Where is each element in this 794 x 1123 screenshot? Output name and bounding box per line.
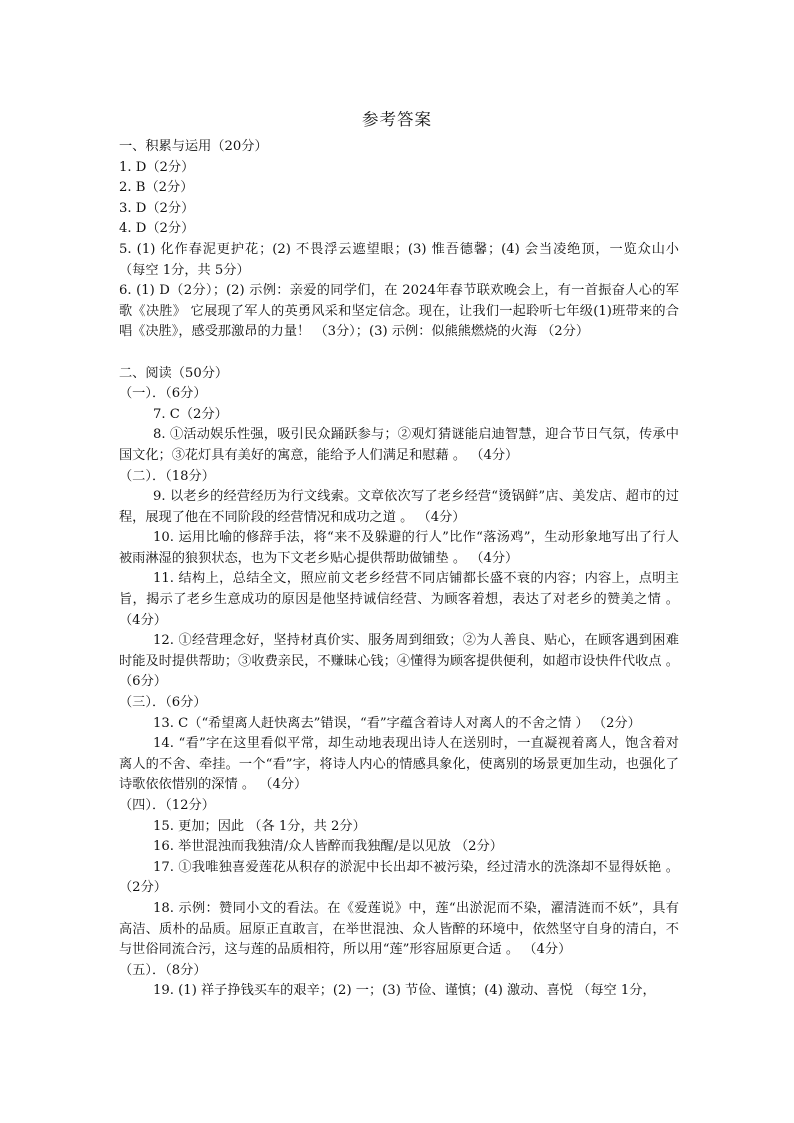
answer-q12: 12. ①经营理念好，坚持材真价实、服务周到细致；②为人善良、贴心，在顾客遇到困难时能及时提供帮助；③收费亲民，不赚昧心钱；④懂得为顾客提供便利，如超市设快件代收点 。 （6分） xyxy=(119,633,679,690)
answer-q6: 6. (1) D（2分）；(2) 示例：亲爱的同学们，在 2024年春节联欢晚会上，有一首振奋人心的军歌《决胜》 它展现了军人的英勇风采和坚定信念。现在，让我们一起聆听七年级(1)班带来的合唱《决胜》，感受那激昂的力量！ （3分）；(3) 示例：似熊熊燃烧的火海 （2分） xyxy=(119,283,679,340)
reading-part-3-heading: （三）．（6分） xyxy=(119,695,207,711)
page-title: 参考答案 xyxy=(362,110,432,129)
answer-content xyxy=(119,137,679,1002)
reading-part-5-heading: （五）．（8分） xyxy=(119,962,207,978)
answer-q11: 11. 结构上，总结全文，照应前文老乡经营不同店铺都长盛不衰的内容；内容上，点明主旨，揭示了老乡生意成功的原因是他坚持诚信经营、为顾客着想，表达了对老乡的赞美之情 。 （4分） xyxy=(119,571,679,628)
answer-q4: 4. D（2分） xyxy=(119,221,195,237)
reading-part-1-heading: （一）．（6分） xyxy=(119,386,207,402)
section-spacer xyxy=(119,343,679,364)
answer-q18: 18. 示例：赞同小文的看法。在《爱莲说》中，莲“出淤泥而不染，濯清涟而不妖”，具有高洁、质朴的品质。屈原正直敢言，在举世混浊、众人皆醉的环境中，依然坚守自身的清白，不与世俗同流合污，这与莲的品质相符，所以用“莲”形容屈原更合适 。 （4分） xyxy=(119,900,679,958)
answer-q10: 10. 运用比喻的修辞手法，将“来不及躲避的行人”比作“落汤鸡”，生动形象地写出了行人被雨淋湿的狼狈状态，也为下文老乡贴心提供帮助做铺垫 。 （4分） xyxy=(119,530,679,566)
reading-part-2-heading: （二）．（18分） xyxy=(119,468,215,484)
answer-q3: 3. D（2分） xyxy=(119,200,195,216)
section-heading-reading: 二、阅读（50分） xyxy=(119,365,229,381)
answer-q9: 9. 以老乡的经营经历为行文线索。文章依次写了老乡经营“烫锅鲜”店、美发店、超市的过程，展现了他在不同阶段的经营情况和成功之道 。 （4分） xyxy=(119,489,679,525)
answer-q13: 13. C（“希望离人赶快离去”错误，“看”字蕴含着诗人对离人的不舍之情 ） （2分） xyxy=(153,715,641,731)
answer-q2: 2. B（2分） xyxy=(119,180,194,196)
answer-q19: 19. (1) 祥子挣钱买车的艰辛；(2) 一；(3) 节俭、谨慎；(4) 激动、喜悦 （每空 1分， xyxy=(153,983,656,999)
answer-q1: 1. D（2分） xyxy=(119,159,195,175)
answer-q5: 5. (1) 化作春泥更护花；(2) 不畏浮云遮望眼；(3) 惟吾德馨；(4) 会当凌绝顶，一览众山小 （每空 1分，共 5分） xyxy=(119,241,679,278)
reading-part-4-heading: （四）．（12分） xyxy=(119,798,215,813)
answer-q8: 8. ①活动娱乐性强，吸引民众踊跃参与；②观灯猜谜能启迪智慧，迎合节日气氛，传承中国文化；③花灯具有美好的寓意，能给予人们满足和慰藉 。 （4分） xyxy=(119,427,679,463)
answer-q15: 15. 更加；因此 （各 1分，共 2分） xyxy=(153,818,366,834)
section-heading-accumulation: 一、积累与运用（20分） xyxy=(119,139,268,154)
answer-q17: 17. ①我唯独喜爱莲花从积存的淤泥中长出却不被污染，经过清水的洗涤却不显得妖艳 。 （2分） xyxy=(119,859,679,896)
answer-q7: 7. C（2分） xyxy=(153,406,228,422)
answer-q14: 14. “看”字在这里看似平常，却生动地表现出诗人在送别时，一直凝视着离人，饱含着对离人的不舍、牵挂。一个“看”字，将诗人内心的情感具象化，使离别的场景更加生动，也强化了诗歌依依惜别的深情 。 （4分） xyxy=(119,736,679,793)
answer-q16: 16. 举世混浊而我独清/众人皆醉而我独醒/是以见放 （2分） xyxy=(153,839,503,855)
